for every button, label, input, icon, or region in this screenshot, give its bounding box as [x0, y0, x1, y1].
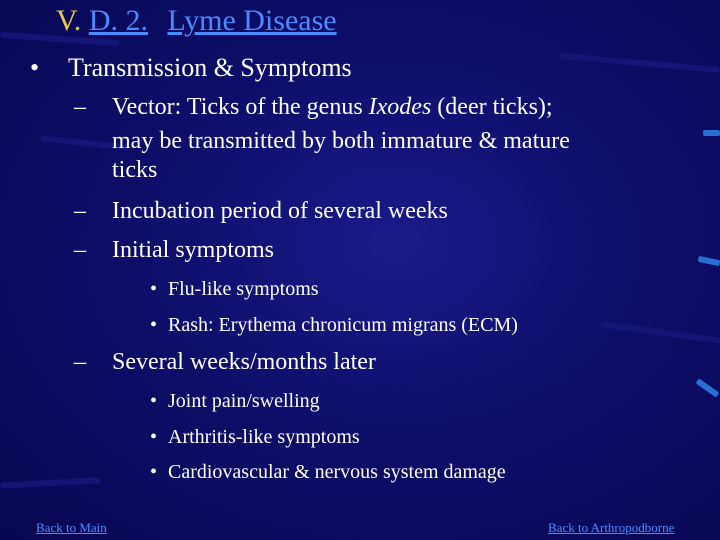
- back-to-arthropodborne-link[interactable]: Back to Arthropodborne: [548, 520, 675, 535]
- bullet-icon: •: [150, 426, 158, 448]
- list-item-vector-cont: ticks: [112, 157, 158, 183]
- edge-accent: [698, 256, 720, 266]
- bullet-icon: •: [150, 461, 158, 483]
- back-to-main-link[interactable]: Back to Main: [36, 520, 107, 535]
- bullet-icon: •: [150, 390, 158, 412]
- topic-link[interactable]: Lyme Disease: [167, 4, 337, 37]
- edge-accent: [703, 130, 720, 136]
- sub-item: Arthritis-like symptoms: [168, 426, 360, 448]
- dash-icon: –: [74, 198, 86, 224]
- section-heading: Transmission & Symptoms: [68, 53, 352, 82]
- section-number: V.: [56, 4, 82, 37]
- bullet-icon: •: [30, 53, 40, 82]
- dash-icon: –: [74, 237, 86, 263]
- section-link[interactable]: D. 2.: [88, 4, 148, 37]
- bullet-icon: •: [150, 314, 158, 336]
- list-item-later: Several weeks/months later: [112, 349, 376, 375]
- list-item-incubation: Incubation period of several weeks: [112, 198, 448, 224]
- background-streak: [0, 477, 100, 488]
- sub-item: Cardiovascular & nervous system damage: [168, 461, 506, 483]
- dash-icon: –: [74, 94, 86, 120]
- sub-item: Rash: Erythema chronicum migrans (ECM): [168, 314, 518, 336]
- edge-accent: [696, 378, 720, 397]
- list-item-vector: Vector: Ticks of the genus Ixodes (deer ticks);: [112, 94, 553, 120]
- sub-item: Flu-like symptoms: [168, 278, 319, 300]
- page-title: [56, 4, 337, 38]
- background-streak: [560, 53, 720, 73]
- background-streak: [600, 321, 720, 345]
- sub-item: Joint pain/swelling: [168, 390, 320, 412]
- list-item-initial-symptoms: Initial symptoms: [112, 237, 274, 263]
- dash-icon: –: [74, 349, 86, 375]
- list-item-vector-cont: may be transmitted by both immature & mature: [112, 128, 570, 154]
- bullet-icon: •: [150, 278, 158, 300]
